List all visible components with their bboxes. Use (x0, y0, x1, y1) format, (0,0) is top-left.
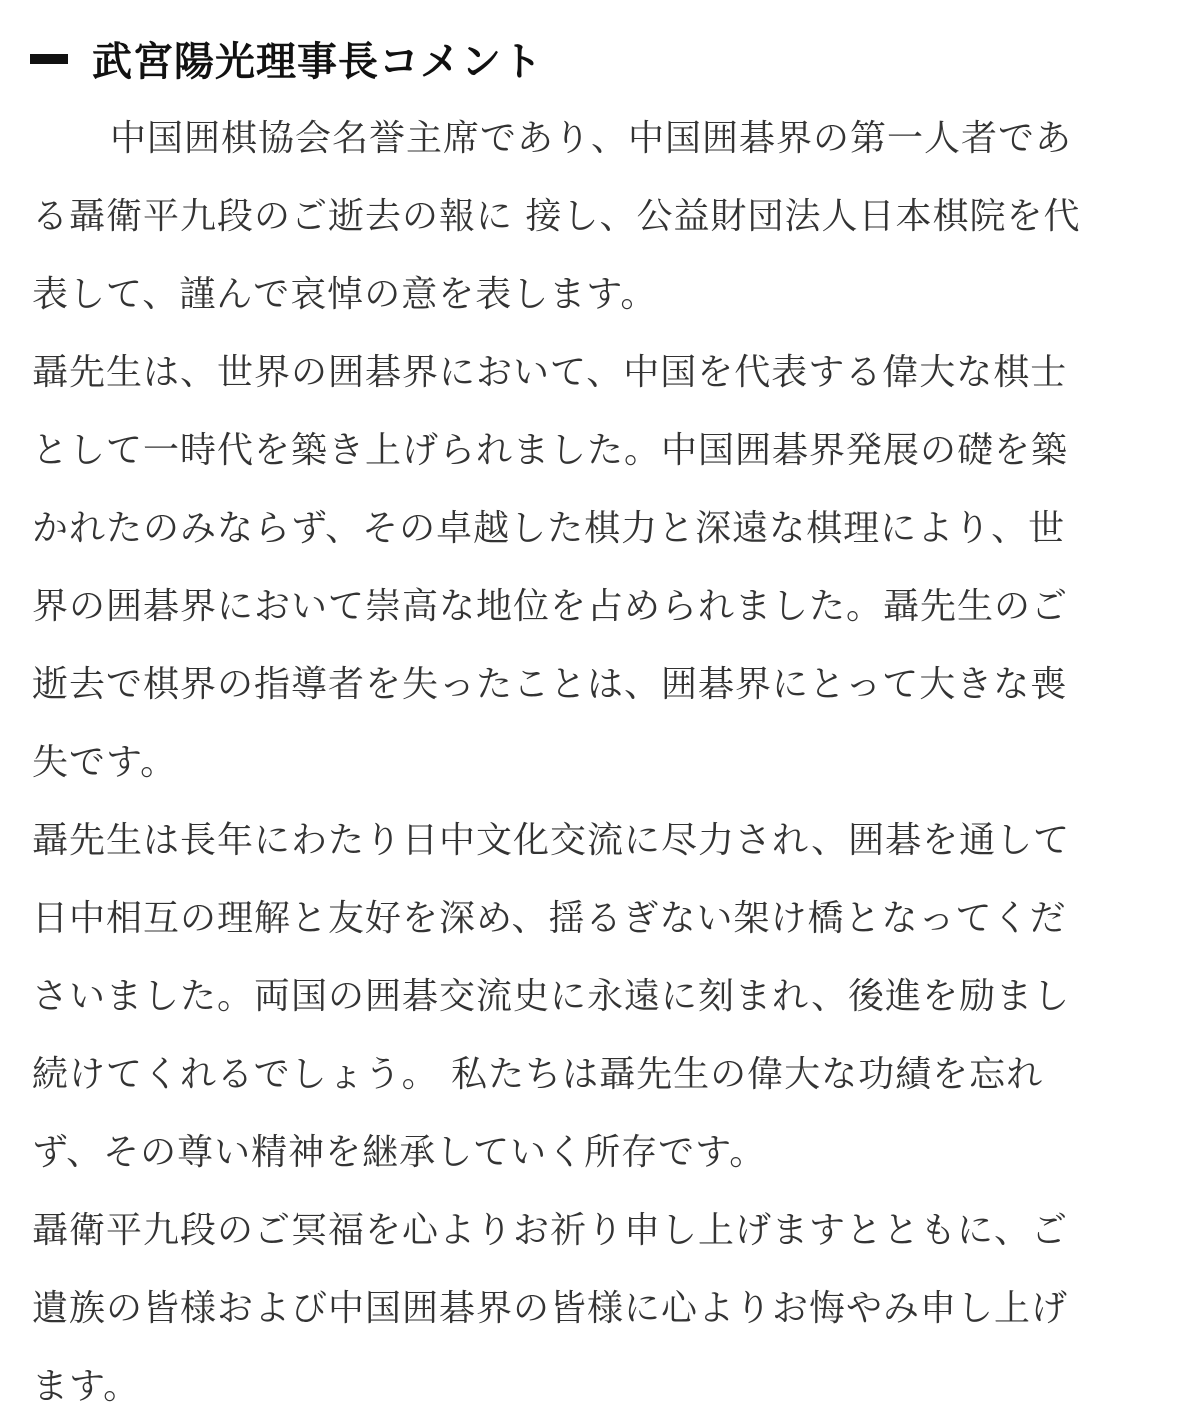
body-line: 中国囲棋協会名誉主席であり、中国囲碁界の第一人者であ (110, 118, 1073, 159)
body-line: 聶先生は長年にわたり日中文化交流に尽力され、囲碁を通して (32, 820, 1071, 861)
body-line: 遺族の皆様および中国囲碁界の皆様に心よりお悔やみ申し上げ (32, 1288, 1069, 1329)
body-line: 失です。 (32, 742, 178, 783)
body-line: 続けてくれるでしょう。 私たちは聶先生の偉大な功績を忘れ (32, 1054, 1044, 1095)
body-line: 界の囲碁界において崇高な地位を占められました。聶先生のご (32, 586, 1069, 627)
heading-title: 武宮陽光理事長コメント (92, 37, 543, 85)
body-line: 日中相互の理解と友好を深め、揺るぎない架け橋となってくだ (32, 898, 1067, 939)
comment-body (32, 100, 1142, 1426)
body-line: 表して、謹んで哀悼の意を表します。 (32, 274, 658, 315)
body-line: 聶衛平九段のご冥福を心よりお祈り申し上げますとともに、ご (32, 1210, 1069, 1251)
body-line: る聶衛平九段のご逝去の報に 接し、公益財団法人日本棋院を代 (32, 196, 1081, 237)
body-line: として一時代を築き上げられました。中国囲碁界発展の礎を築 (32, 430, 1069, 471)
body-line: かれたのみならず、その卓越した棋力と深遠な棋理により、世 (32, 508, 1066, 549)
body-line: 逝去で棋界の指導者を失ったことは、囲碁界にとって大きな喪 (32, 664, 1068, 705)
heading-bar-icon (30, 54, 68, 64)
body-line: ず、その尊い精神を継承していく所存です。 (32, 1132, 767, 1173)
body-line: 聶先生は、世界の囲碁界において、中国を代表する偉大な棋士 (32, 352, 1068, 393)
body-line: ます。 (32, 1366, 141, 1407)
body-line: さいました。両国の囲碁交流史に永遠に刻まれ、後進を励まし (32, 976, 1071, 1017)
comment-heading (30, 28, 543, 88)
